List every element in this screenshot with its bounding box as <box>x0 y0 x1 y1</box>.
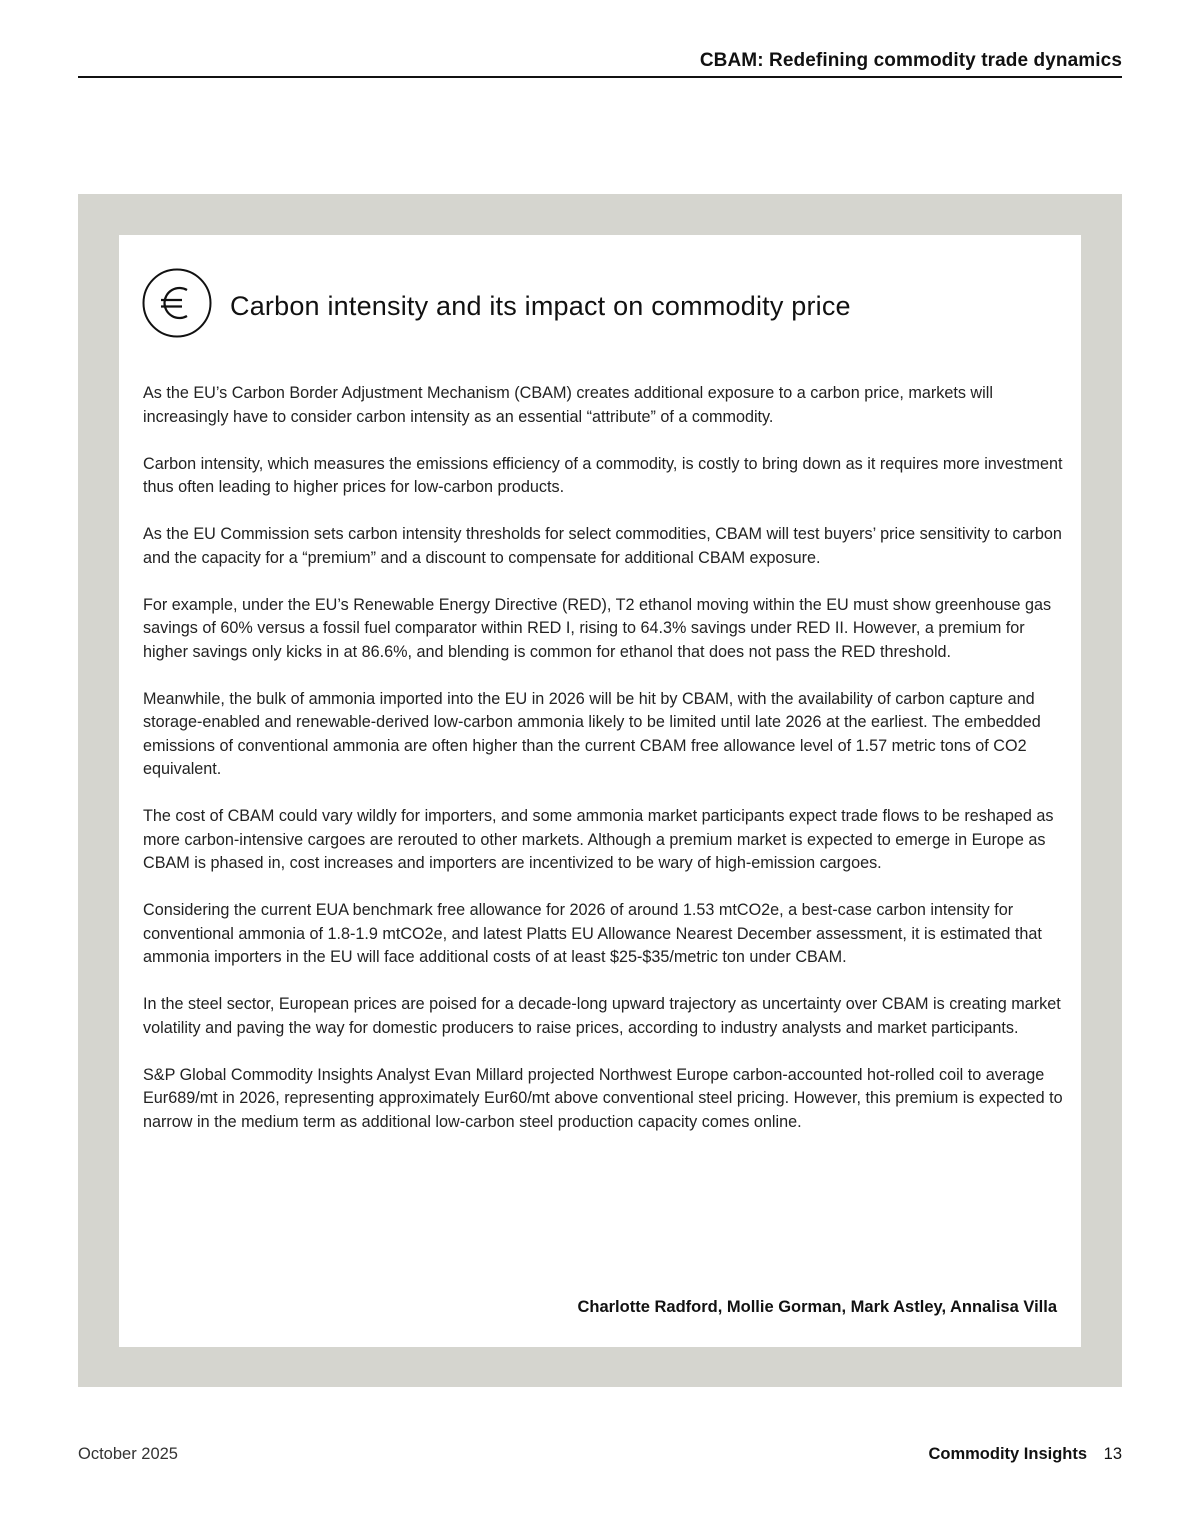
paragraph: Carbon intensity, which measures the emissions efficiency of a commodity, is costly to bring down as it requires more investment thus often leading to higher prices for low-carbon products. <box>143 454 1063 496</box>
paragraph: S&P Global Commodity Insights Analyst Evan Millard projected Northwest Europe carbon-accounted hot-rolled coil to average Eur689/mt in 2026, representing approximately Eur60/mt above conventional steel pricing. However, this premium is expected to narrow in the medium term as additional low-carbon steel production capacity comes online. <box>143 1065 1063 1131</box>
page-number: 13 <box>1103 1445 1122 1463</box>
sidebar-box <box>119 235 1081 1347</box>
paragraph: As the EU Commission sets carbon intensity thresholds for select commodities, CBAM will test buyers’ price sensitivity to carbon and the capacity for a “premium” and a discount to compensate for additional CBAM exposure. <box>143 525 1062 567</box>
box-title: Carbon intensity and its impact on commodity price <box>230 291 851 321</box>
sidebar-box-frame <box>78 194 1122 1387</box>
paragraph: In the steel sector, European prices are poised for a decade-long upward trajectory as uncertainty over CBAM is creating market volatility and paving the way for domestic producers to raise prices, according to industry analysts and market participants. <box>143 995 1061 1037</box>
paragraph: Considering the current EUA benchmark free allowance for 2026 of around 1.53 mtCO2e, a best-case carbon intensity for conventional ammonia of 1.8-1.9 mtCO2e, and latest Platts EU Allowance Nearest December assessment, it is estimated that ammonia importers in the EU will face additional costs of at least $25-$35/metric ton under CBAM. <box>143 901 1042 966</box>
paragraph: Meanwhile, the bulk of ammonia imported into the EU in 2026 will be hit by CBAM, with the availability of carbon capture and storage-enabled and renewable-derived low-carbon ammonia likely to be limited until late 2026 at the earliest. The embedded emissions of conventional ammonia are often higher than the current CBAM free allowance level of 1.57 metric tons of CO2 equivalent. <box>143 689 1041 778</box>
paragraph: For example, under the EU’s Renewable Energy Directive (RED), T2 ethanol moving within the EU must show greenhouse gas savings of 60% versus a fossil fuel comparator within RED I, rising to 64.3% savings under RED II. However, a premium for higher savings only kicks in at 86.6%, and blending is common for ethanol that does not pass the RED threshold. <box>143 595 1052 661</box>
footer-date: October 2025 <box>78 1445 178 1463</box>
paragraph: As the EU’s Carbon Border Adjustment Mechanism (CBAM) creates additional exposure to a carbon price, markets will increasingly have to consider carbon intensity as an essential “attribute” of a commodity. <box>143 384 993 426</box>
footer-brand: Commodity Insights <box>928 1445 1088 1463</box>
box-body <box>143 382 1063 1158</box>
running-header: CBAM: Redefining commodity trade dynamics <box>699 50 1122 71</box>
paragraph: The cost of CBAM could vary wildly for importers, and some ammonia market participants expect trade flows to be reshaped as more carbon-intensive cargoes are rerouted to other markets. Although a premium market is expected to emerge in Europe as CBAM is phased in, cost increases and importers are incentivized to be wary of high-emission cargoes. <box>143 807 1054 872</box>
euro-icon <box>142 268 212 338</box>
header-rule <box>78 76 1122 78</box>
footer-right <box>928 1445 1122 1464</box>
authors-byline: Charlotte Radford, Mollie Gorman, Mark Astley, Annalisa Villa <box>577 1298 1057 1316</box>
